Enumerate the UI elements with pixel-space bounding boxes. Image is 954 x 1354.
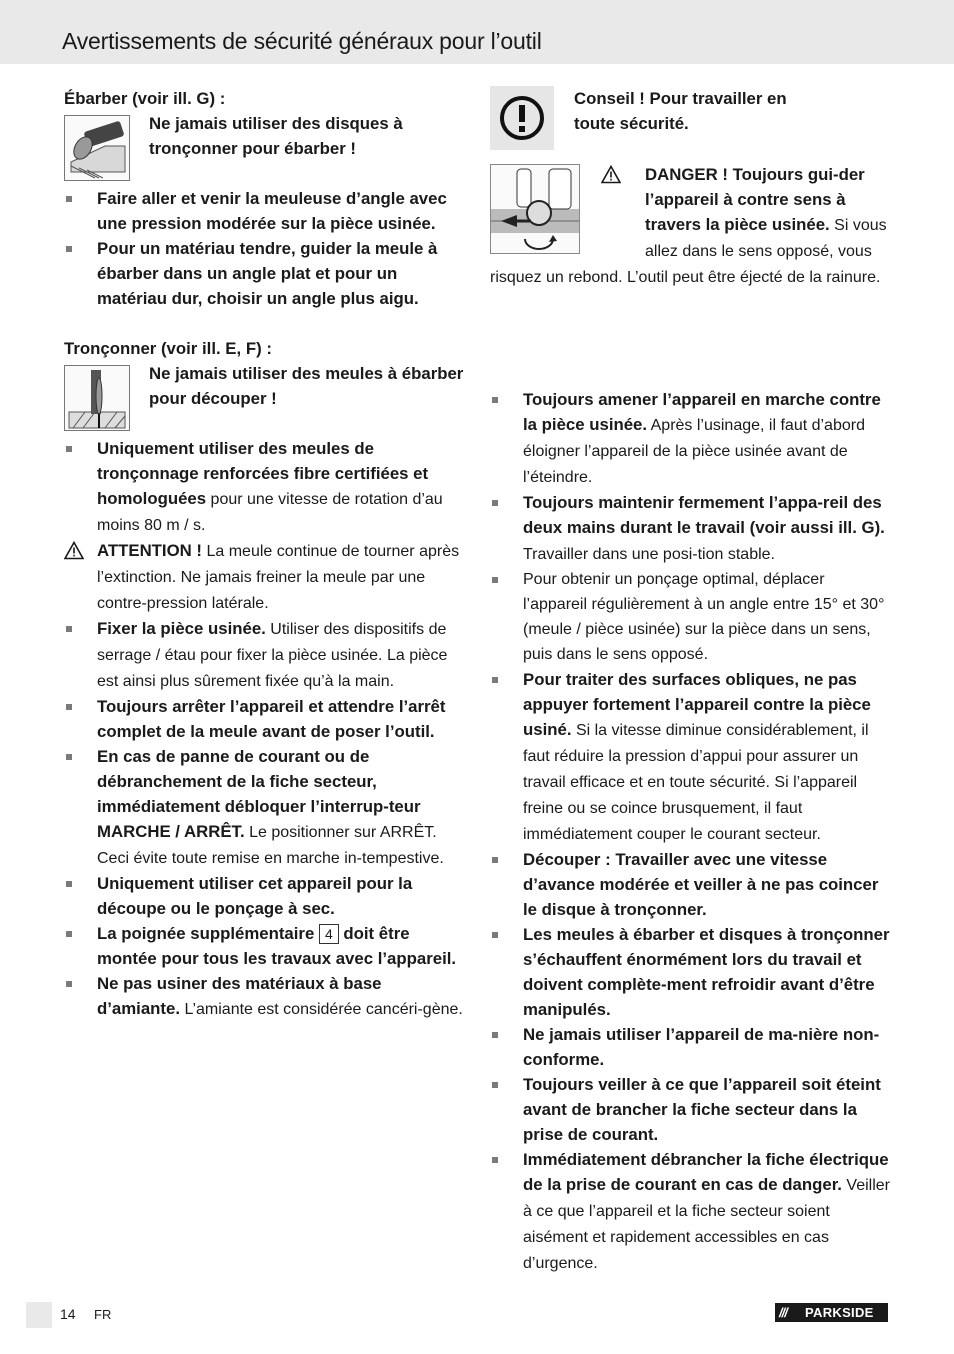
ebarber-heading: Ébarber (voir ill. G) : [64,89,226,108]
troncon-img-note: Ne jamais utiliser des meules à ébarber pour découper ! [149,364,464,408]
conseil-text: Conseil ! Pour travailler en toute sécurité. [574,89,787,133]
bullet-square [492,500,498,506]
brand-logo-text: PARKSIDE [805,1305,874,1320]
bullet-text-bold: Toujours maintenir fermement l’appa-reil des deux mains durant le travail (voir aussi ill. G). [523,493,885,537]
bullet-text-bold: Uniquement utiliser des meules de tronçonnage renforcées fibre certifiées et homologuées [97,439,429,508]
bullet-text: Utiliser des dispositifs de serrage / étau pour fixer la pièce usinée. La pièce est ainsi plus sûrement fixée qu’à la main. [97,621,448,690]
page-number: 14 [60,1306,76,1322]
bullet-text-bold: doit être montée pour tous les travaux avec l’appareil. [97,924,457,968]
bullet-text-bold: Pour traiter des surfaces obliques, ne pas appuyer fortement l’appareil contre la pièce usiné. [523,670,871,739]
bullet-square [66,981,72,987]
list-item [64,921,468,971]
list-item [64,971,468,1022]
bullet-text-bold: Immédiatement débrancher la fiche électrique de la prise de courant en cas de danger. [523,1150,889,1194]
bullet-text: Pour un matériau tendre, guider la meule à ébarber dans un angle plat et pour un matériau dur, choisir un angle plus aigu. [97,239,438,308]
bullet-text: Veiller à ce que l’appareil et la fiche secteur soient aisément et rapidement accessibles en cas d’urgence. [523,1177,890,1272]
troncon-heading: Tronçonner (voir ill. E, F) : [64,339,272,358]
page-title: Avertissements de sécurité généraux pour l’outil [62,28,542,54]
bullet-square [492,577,498,583]
bullet-text: Après l’usinage, il faut d’abord éloigner l’appareil de la pièce usinée avant de l’éteindre. [523,417,865,486]
list-item [490,667,892,847]
danger-paragraph [490,162,892,290]
page-header [0,0,954,64]
bullet-square [492,397,498,403]
bullet-square [492,1082,498,1088]
bullet-text-bold: Ne pas usiner des matériaux à base d’amiante. [97,974,382,1018]
list-item [490,1022,892,1072]
grinder-deburring-illustration-icon [64,115,130,181]
list-item [490,490,892,567]
list-item [64,436,468,538]
bullet-square [492,857,498,863]
bullet-square [492,677,498,683]
footer-marker [26,1302,52,1328]
bullet-text: Si la vitesse diminue considérablement, il faut réduire la pression d’appui pour assurer un travail efficace et en toute sécurité. Si l’appareil freine ou se coince brusquement, il faut immédiatement couper le courant secteur. [523,722,869,843]
bullet-square [492,1157,498,1163]
list-item-warning [64,538,468,616]
bullet-text-bold: Fixer la pièce usinée. [97,619,266,638]
troncon-illustration-block [64,361,468,436]
danger-block [490,162,892,387]
danger-text-bold: DANGER ! Toujours gui-der l’appareil à contre sens à travers la pièce usinée. [645,165,865,234]
left-column [64,86,468,1022]
list-item [490,567,892,667]
list-item [64,744,468,871]
bullet-square [66,626,72,632]
list-item [64,236,468,311]
warning-triangle-icon [64,541,84,560]
attention-label: ATTENTION ! [97,541,203,560]
bullet-square [66,931,72,937]
bullet-square [66,881,72,887]
bullet-square [66,754,72,760]
ebarber-img-note: Ne jamais utiliser des disques à tronçonner pour ébarber ! [149,114,403,158]
list-item [64,186,468,236]
list-item [490,1147,892,1276]
right-column [490,86,892,1276]
ebarber-illustration-block [64,111,468,186]
list-item [490,387,892,490]
bullet-text-bold: Découper : Travailler avec une vitesse d’avance modérée et veiller à ne pas coincer le disque à tronçonner. [523,850,879,919]
bullet-text-bold: En cas de panne de courant ou de débranchement de la fiche secteur, immédiatement débloquer l’interrup-teur MARCHE / ARRÊT. [97,747,421,841]
bullet-text-bold: La poignée supplémentaire [97,924,319,943]
bullet-text-bold: Toujours veiller à ce que l’appareil soit éteint avant de brancher la fiche secteur dans la prise de courant. [523,1075,881,1144]
bullet-square [66,704,72,710]
list-item [64,871,468,921]
language-code: FR [94,1307,112,1322]
bullet-text-bold: Toujours arrêter l’appareil et attendre l’arrêt complet de la meule avant de poser l’outil. [97,697,446,741]
bullet-square [66,196,72,202]
bullet-square [492,932,498,938]
bullet-text: pour une vitesse de rotation d’au moins 80 m / s. [97,491,443,534]
bullet-square [66,446,72,452]
brand-logo [775,1303,888,1322]
cutting-disc-illustration-icon [64,365,130,431]
list-item [64,694,468,744]
bullet-text: Pour obtenir un ponçage optimal, déplacer l’appareil régulièrement à un angle entre 15° et 30° (meule / pièce usinée) sur la pièce dans un sens, puis dans le sens opposé. [523,571,885,663]
conseil-block [490,86,892,162]
bullet-text: L’amiante est considérée cancéri-gène. [180,1001,463,1018]
part-number-box: 4 [319,924,339,944]
bullet-text: Faire aller et venir la meuleuse d’angle avec une pression modérée sur la pièce usinée. [97,189,447,233]
bullet-text: Travailler dans une posi-tion stable. [523,546,775,563]
list-item [490,847,892,922]
danger-float-spacer [490,162,645,262]
list-item [490,1072,892,1147]
bullet-text-bold: Uniquement utiliser cet appareil pour la découpe ou le ponçage à sec. [97,874,413,918]
exclamation-icon [490,86,554,150]
bullet-text-bold: Toujours amener l’appareil en marche contre la pièce usinée. [523,390,881,434]
brand-logo-mark: /// [779,1305,787,1320]
bullet-text: Le positionner sur ARRÊT. Ceci évite toute remise en marche in-tempestive. [97,824,444,867]
bullet-text-bold: Les meules à ébarber et disques à tronçonner s’échauffent énormément lors du travail et doivent complète-ment refroidir avant d’être manipulés. [523,925,890,1019]
list-item [490,922,892,1022]
list-item [64,616,468,694]
bullet-square [66,246,72,252]
bullet-text: La meule continue de tourner après l’extinction. Ne jamais freiner la meule par une contre-pression latérale. [97,543,460,612]
bullet-text-bold: Ne jamais utiliser l’appareil de ma-nière non-conforme. [523,1025,880,1069]
bullet-square [492,1032,498,1038]
danger-text: Si vous allez dans le sens opposé, vous risquez un rebond. L’outil peut être éjecté de la rainure. [490,217,887,286]
